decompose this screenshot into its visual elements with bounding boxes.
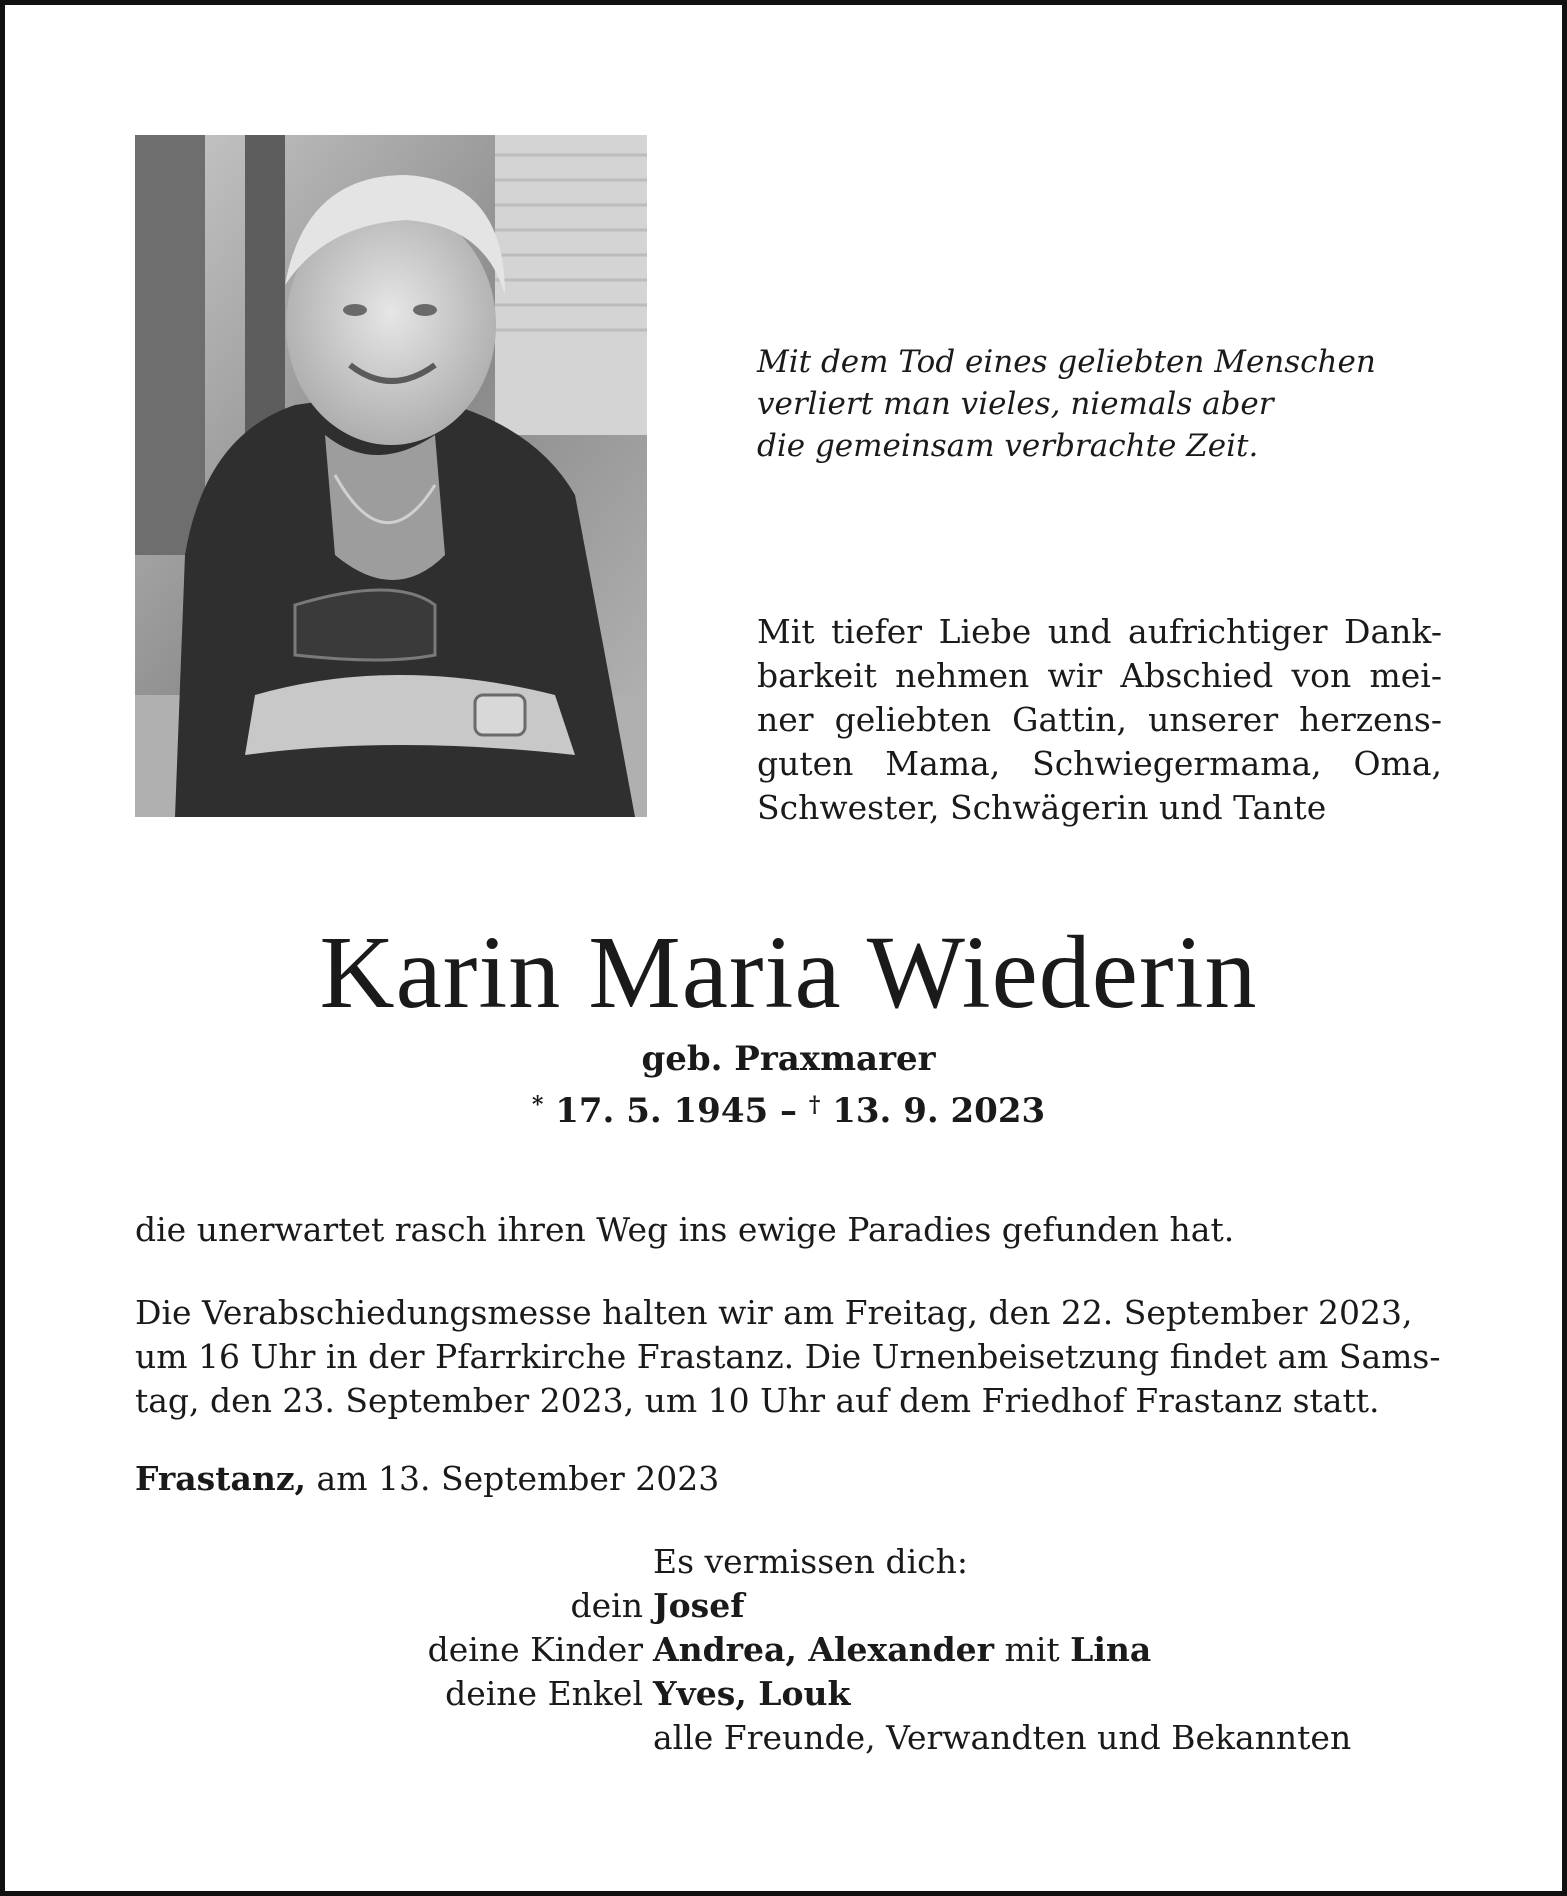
portrait-photo-icon xyxy=(135,135,647,817)
memorial-quote xyxy=(757,341,1497,467)
intro-line: ner geliebten Gattin, unserer herzens- xyxy=(757,700,1442,739)
death-symbol: † xyxy=(808,1092,821,1118)
service-line: Die Verabschiedungsmesse halten wir am Freitag, den 22. September 2023, xyxy=(135,1293,1413,1332)
life-dates xyxy=(5,1083,1567,1133)
service-line: um 16 Uhr in der Pfarrkirche Frastanz. Die Urnenbeisetzung findet am Sams- xyxy=(135,1337,1441,1376)
mourner-connector: mit xyxy=(994,1630,1071,1669)
mourner-names: Yves, Louk xyxy=(653,1674,851,1713)
service-line: tag, den 23. September 2023, um 10 Uhr auf dem Friedhof Frastanz statt. xyxy=(135,1381,1380,1420)
deceased-name: Karin Maria Wiederin xyxy=(319,915,1258,1030)
mourner-row xyxy=(135,1628,1455,1672)
intro-line: Schwester, Schwägerin und Tante xyxy=(757,788,1327,827)
intro-line: guten Mama, Schwiegermama, Oma, xyxy=(757,744,1442,783)
mourner-relation: deine Kinder xyxy=(427,1630,643,1669)
intro-text xyxy=(757,610,1442,830)
birth-symbol: * xyxy=(531,1092,544,1118)
portrait-photo xyxy=(135,135,647,817)
place-date xyxy=(135,1457,1447,1501)
service-info xyxy=(135,1291,1447,1423)
mourners-list xyxy=(135,1540,1455,1760)
notice-date: am 13. September 2023 xyxy=(306,1459,720,1498)
place-name: Frastanz, xyxy=(135,1459,307,1498)
mourner-relation: dein xyxy=(570,1586,643,1625)
death-date: 13. 9. 2023 xyxy=(832,1091,1046,1131)
mourner-extra: Lina xyxy=(1070,1630,1152,1669)
quote-line: die gemeinsam verbrachte Zeit. xyxy=(757,428,1259,464)
intro-line: barkeit nehmen wir Abschied von mei- xyxy=(757,656,1442,695)
birth-date: 17. 5. 1945 xyxy=(555,1091,769,1131)
mourners-heading: Es vermissen dich: xyxy=(653,1542,968,1581)
maiden-name: geb. Praxmarer xyxy=(641,1039,936,1079)
mourner-names: Josef xyxy=(653,1586,745,1625)
mourner-row xyxy=(135,1672,1455,1716)
quote-line: verliert man vieles, niemals aber xyxy=(757,386,1274,422)
passing-sentence: die unerwartet rasch ihren Weg ins ewige Paradies gefunden hat. xyxy=(135,1210,1235,1249)
mourner-row xyxy=(135,1584,1455,1628)
date-separator: – xyxy=(768,1091,809,1131)
intro-line: Mit tiefer Liebe und aufrichtiger Dank- xyxy=(757,612,1442,651)
quote-line: Mit dem Tod eines geliebten Menschen xyxy=(757,344,1376,380)
mourner-names: Andrea, Alexander xyxy=(653,1630,995,1669)
mourner-relation: deine Enkel xyxy=(445,1674,643,1713)
mourners-closing: alle Freunde, Verwandten und Bekannten xyxy=(653,1718,1352,1757)
